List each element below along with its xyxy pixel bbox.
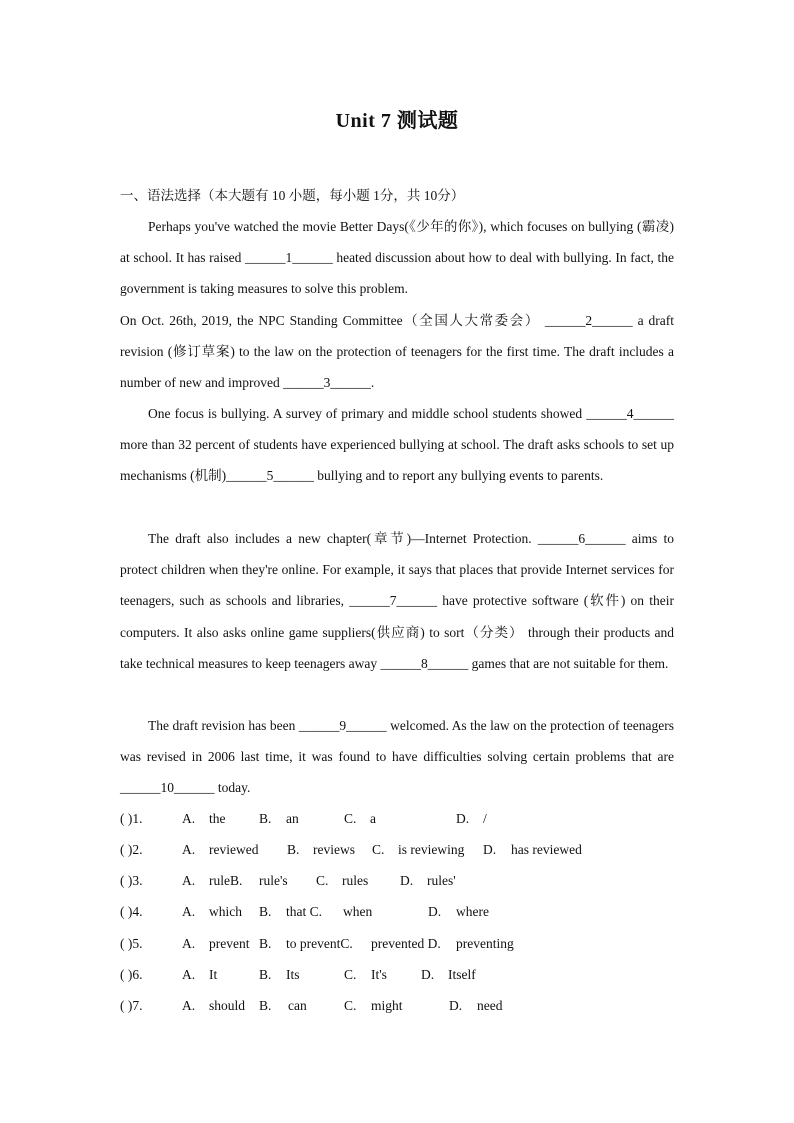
option-d-text: Itself <box>448 967 476 982</box>
option-d-letter: D. <box>483 842 497 857</box>
section-heading: 一、语法选择（本大题有 10 小题，每小题 1分，共 10分） <box>120 188 465 203</box>
option-a-letter: A. <box>182 873 196 888</box>
option-a-letter: A. <box>182 998 196 1013</box>
question-row-2 <box>120 842 674 862</box>
question-row-4 <box>120 904 674 924</box>
passage-paragraph-3: One focus is bullying. A survey of primary and middle school students showed ______4______ more than 32 percent of students have experienced bullying at school. The draft asks schools to set up mechanisms (机制)______5______ bullying and to report any bullying events to parents. <box>120 406 674 484</box>
option-b-text: to preventC. <box>286 936 353 951</box>
option-c-text: might <box>371 998 403 1013</box>
option-d-letter: D. <box>456 811 470 826</box>
passage-paragraph-5: The draft revision has been ______9______ welcomed. As the law on the protection of teenagers was revised in 2006 last time, it was found to have difficulties solving certain problems that are ______10______ today. <box>120 718 674 796</box>
passage-paragraph-2: On Oct. 26th, 2019, the NPC Standing Committee（全国人大常委会） ______2______ a draft revision (修订草案) to the law on the protection of teenagers for the first time. The draft includes a number of new and improved ______3______. <box>120 313 674 391</box>
option-d-text: rules' <box>427 873 456 888</box>
option-d-text: need <box>477 998 503 1013</box>
question-number: ( )2. <box>120 842 143 857</box>
option-a-letter: A. <box>182 904 196 919</box>
question-number: ( )5. <box>120 936 143 951</box>
page-title: Unit 7 测试题 <box>335 110 459 132</box>
question-row-7 <box>120 998 674 1018</box>
option-b-text: reviews <box>313 842 355 857</box>
option-a-text: reviewed <box>209 842 259 857</box>
option-b-text: that C. <box>286 904 322 919</box>
option-a-letter: A. <box>182 842 196 857</box>
option-c-text: prevented D. <box>371 936 441 951</box>
passage-paragraph-4: The draft also includes a new chapter(章节)—Internet Protection. ______6______ aims to protect children when they're online. For example, it says that places that provide Internet services for teenagers, such as schools and libraries, ______7______ have protective software (软件) on their computers. It also asks online game suppliers(供应商) to sort（分类） through their products and take technical measures to keep teenagers away ______8______ games that are not suitable for them. <box>120 531 674 671</box>
option-c-text: It's <box>371 967 387 982</box>
option-a-text: ruleB. <box>209 873 243 888</box>
option-d-letter: D. <box>449 998 463 1013</box>
option-d-text: / <box>483 811 487 826</box>
option-c-text: rules <box>342 873 369 888</box>
option-a-text: should <box>209 998 246 1013</box>
option-a-letter: A. <box>182 811 196 826</box>
question-row-1 <box>120 811 674 831</box>
option-a-letter: A. <box>182 967 196 982</box>
option-b-letter: B. <box>259 967 272 982</box>
option-c-letter: C. <box>344 811 357 826</box>
option-b-letter: B. <box>287 842 300 857</box>
option-a-text: It <box>209 967 218 982</box>
option-c-text: a <box>370 811 376 826</box>
option-b-letter: B. <box>259 904 272 919</box>
option-c-letter: C. <box>344 967 357 982</box>
question-row-6 <box>120 967 674 987</box>
question-number: ( )3. <box>120 873 143 888</box>
option-b-text: rule's <box>259 873 288 888</box>
question-row-5 <box>120 936 674 956</box>
option-d-text: has reviewed <box>511 842 582 857</box>
question-number: ( )7. <box>120 998 143 1013</box>
option-c-letter: C. <box>316 873 329 888</box>
option-b-text: can <box>288 998 307 1013</box>
option-a-text: prevent <box>209 936 250 951</box>
option-b-text: Its <box>286 967 300 982</box>
question-number: ( )6. <box>120 967 143 982</box>
option-b-letter: B. <box>259 936 272 951</box>
option-c-letter: C. <box>344 998 357 1013</box>
option-a-text: which <box>209 904 242 919</box>
passage-paragraph-1: Perhaps you've watched the movie Better Days(《少年的你》), which focuses on bullying (霸凌) at school. It has raised ______1______ heated discussion about how to deal with bullying. In fact, the government is taking measures to solve this problem. <box>120 219 674 297</box>
option-d-letter: D. <box>400 873 414 888</box>
option-a-text: the <box>209 811 226 826</box>
option-b-letter: B. <box>259 998 272 1013</box>
option-c-text: when <box>343 904 373 919</box>
option-d-text: preventing <box>456 936 514 951</box>
question-number: ( )1. <box>120 811 143 826</box>
option-d-letter: D. <box>421 967 435 982</box>
option-a-letter: A. <box>182 936 196 951</box>
option-c-letter: C. <box>372 842 385 857</box>
question-number: ( )4. <box>120 904 143 919</box>
option-b-letter: B. <box>259 811 272 826</box>
option-d-text: where <box>456 904 489 919</box>
option-b-text: an <box>286 811 299 826</box>
question-row-3 <box>120 873 674 893</box>
option-d-letter: D. <box>428 904 442 919</box>
option-c-text: is reviewing <box>398 842 465 857</box>
